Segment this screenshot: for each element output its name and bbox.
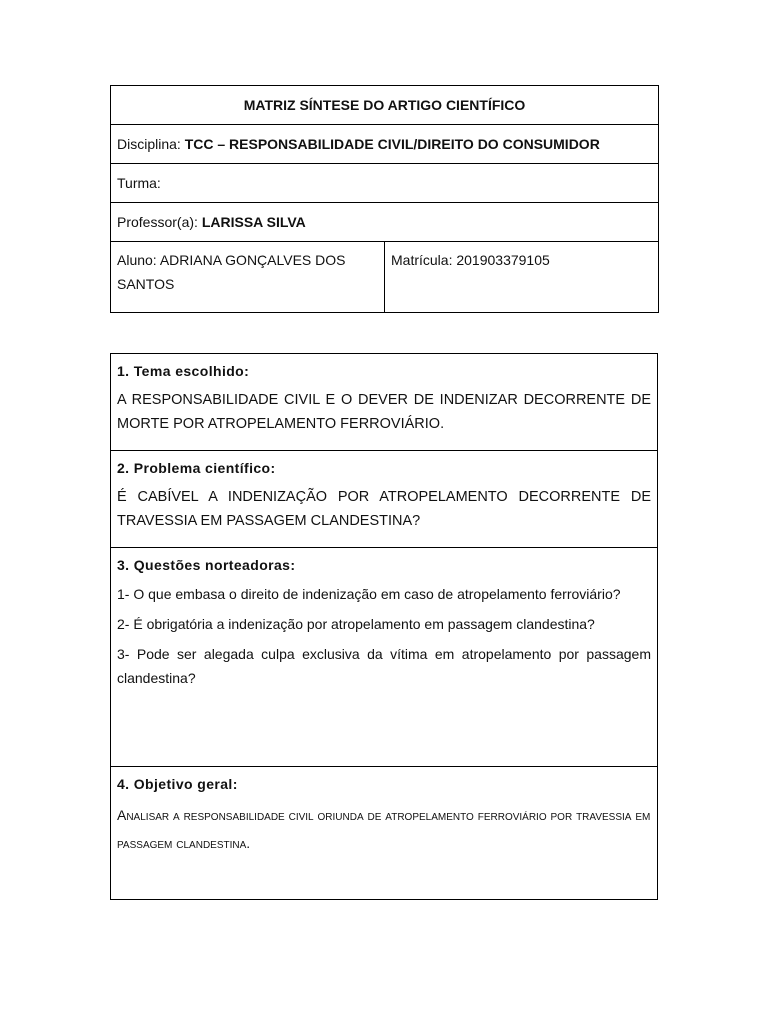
matricula-cell: [385, 242, 659, 313]
disciplina-cell: [111, 125, 659, 164]
disciplina-value: TCC – RESPONSABILIDADE CIVIL/DIREITO DO CONSUMIDOR: [184, 136, 600, 152]
professor-value: LARISSA SILVA: [201, 214, 306, 230]
questoes-heading: 3. Questões norteadoras:: [117, 557, 296, 573]
questao-item-1: 1- O que embasa o direito de indenização em caso de atropelamento ferroviário?: [117, 586, 621, 602]
aluno-cell: [111, 242, 385, 313]
tema-heading: 1. Tema escolhido:: [117, 363, 250, 379]
disciplina-label: Disciplina:: [117, 136, 181, 152]
professor-label: Professor(a):: [117, 214, 198, 230]
professor-cell: [111, 203, 659, 242]
questao-item-3: 3- Pode ser alegada culpa exclusiva da vítima em atropelamento por passagem clandestina?: [117, 646, 651, 686]
objetivo-text: Analisar a responsabilidade civil oriunda de atropelamento ferroviário por travessia em passagem clandestina.: [117, 807, 651, 851]
problema-text: É CABÍVEL A INDENIZAÇÃO POR ATROPELAMENTO DECORRENTE DE TRAVESSIA EM PASSAGEM CLANDESTINA?: [117, 489, 651, 529]
tema-text: A RESPONSABILIDADE CIVIL E O DEVER DE INDENIZAR DECORRENTE DE MORTE POR ATROPELAMENTO FERROVIÁRIO.: [117, 392, 651, 432]
aluno-line-1: Aluno: ADRIANA GONÇALVES DOS: [117, 252, 346, 268]
turma-cell: [111, 164, 659, 203]
questao-item-2: 2- É obrigatória a indenização por atropelamento em passagem clandestina?: [117, 616, 595, 632]
turma-label: Turma:: [117, 175, 161, 191]
objetivo-heading: 4. Objetivo geral:: [117, 776, 238, 792]
aluno-line-2: SANTOS: [117, 276, 175, 292]
document-title: MATRIZ SÍNTESE DO ARTIGO CIENTÍFICO: [243, 97, 526, 113]
header-table: [110, 85, 659, 313]
content-table: [110, 353, 658, 900]
matricula-text: Matrícula: 201903379105: [391, 252, 550, 268]
document-title-cell: [111, 86, 659, 125]
tema-section: [111, 354, 658, 451]
problema-section: [111, 451, 658, 548]
objetivo-section: [111, 767, 658, 900]
questoes-section: [111, 548, 658, 767]
problema-heading: 2. Problema científico:: [117, 460, 276, 476]
